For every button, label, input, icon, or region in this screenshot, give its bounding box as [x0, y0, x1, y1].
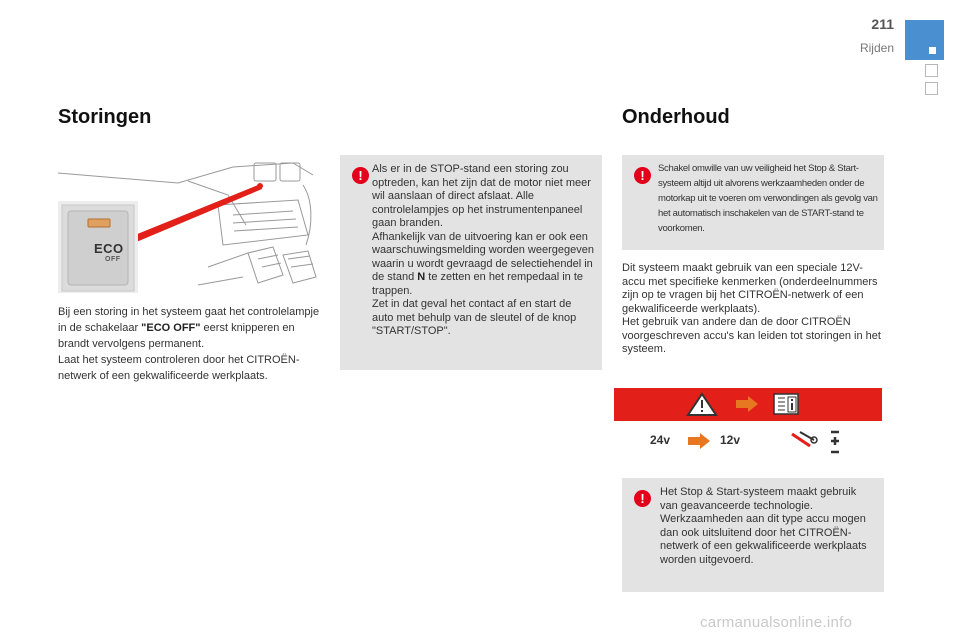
storingen-body	[58, 304, 328, 384]
chapter-tab[interactable]	[925, 64, 938, 77]
section-title-storingen: Storingen	[58, 106, 152, 128]
off-label: OFF	[105, 256, 121, 263]
technology-warning-text: Het Stop & Start-systeem maakt gebruik van geavanceerde technologie. Werkzaamheden aan dit type accu mogen dan ook uitsluitend door het CITROËN-netwerk of een gekwalificeerde werkplaats worden uitgevoerd.	[660, 486, 867, 566]
eco-label: ECO	[94, 241, 124, 256]
text-segment: Afhankelijk van de uitvoering kan er ook een waarschuwingsmelding worden weergegeven waarin u wordt gevraagd de selectiehendel in de stand	[372, 230, 594, 283]
tab-dot-icon	[929, 47, 936, 54]
text-segment: eerst knipperen en brandt vervolgens permanent.	[58, 322, 295, 350]
dashboard-illustration	[58, 155, 318, 293]
warning-exclamation-icon: !	[634, 167, 651, 184]
storingen-paragraph-2: Laat het systeem controleren door het CITROËN-netwerk of een gekwalificeerde werkplaats.	[58, 354, 300, 382]
watermark: carmanualsonline.info	[700, 614, 853, 631]
eco-off-emphasis: "ECO OFF"	[141, 322, 201, 334]
eco-off-switch-figure	[58, 155, 318, 293]
technology-warning-box	[622, 478, 884, 592]
section-name: Rijden	[859, 41, 894, 55]
warning-text	[372, 163, 594, 339]
text-segment: Bij een storing in het systeem gaat het controlelampje in de schakelaar	[58, 306, 320, 334]
warning-paragraph-1: Als er in de STOP-stand een storing zou optreden, kan het zijn dat de motor niet meer wil aanslaan of direct afslaat. Alle controlelampjes op het instrumentenpaneel gaan branden.	[372, 163, 591, 229]
warning-exclamation-icon: !	[352, 167, 369, 184]
gear-n-emphasis: N	[417, 271, 426, 283]
text-segment: te zetten en het rempedaal in te trappen.	[372, 271, 583, 297]
safety-warning-text: Schakel omwille van uw veiligheid het Stop & Start-systeem altijd uit alvorens werkzaamheden onder de motorkap uit te voeren om verwondingen als gevolg van het automatisch inschakelen van de START-stand te voorkomen.	[658, 163, 878, 234]
battery-label-figure	[614, 388, 882, 458]
storingen-paragraph-1	[58, 304, 328, 352]
voltage-to-label: 12v	[720, 433, 741, 447]
battery-label-illustration	[614, 388, 882, 458]
page-number: 211	[871, 16, 894, 32]
warning-paragraph-2	[372, 231, 594, 299]
safety-warning-box	[622, 155, 884, 250]
onderhoud-body	[622, 262, 884, 357]
warning-exclamation-icon: !	[634, 490, 651, 507]
onderhoud-paragraph-1: Dit systeem maakt gebruik van een speciale 12V-accu met specifieke kenmerken (onderdeelnummers zijn op te vragen bij het CITROËN-netwerk of een gekwalificeerde werkplaats).	[622, 262, 878, 315]
stop-start-warning-box	[340, 155, 602, 370]
onderhoud-paragraph-2: Het gebruik van andere dan de door CITROËN voorgeschreven accu's kan leiden tot storingen in het systeem.	[622, 316, 881, 355]
voltage-from-label: 24v	[650, 433, 671, 447]
chapter-tab-active[interactable]	[905, 20, 944, 60]
warning-paragraph-3: Zet in dat geval het contact af en start de auto met behulp van de sleutel of de knop "START/STOP".	[372, 298, 577, 337]
chapter-tab[interactable]	[925, 82, 938, 95]
section-title-onderhoud: Onderhoud	[622, 106, 730, 128]
